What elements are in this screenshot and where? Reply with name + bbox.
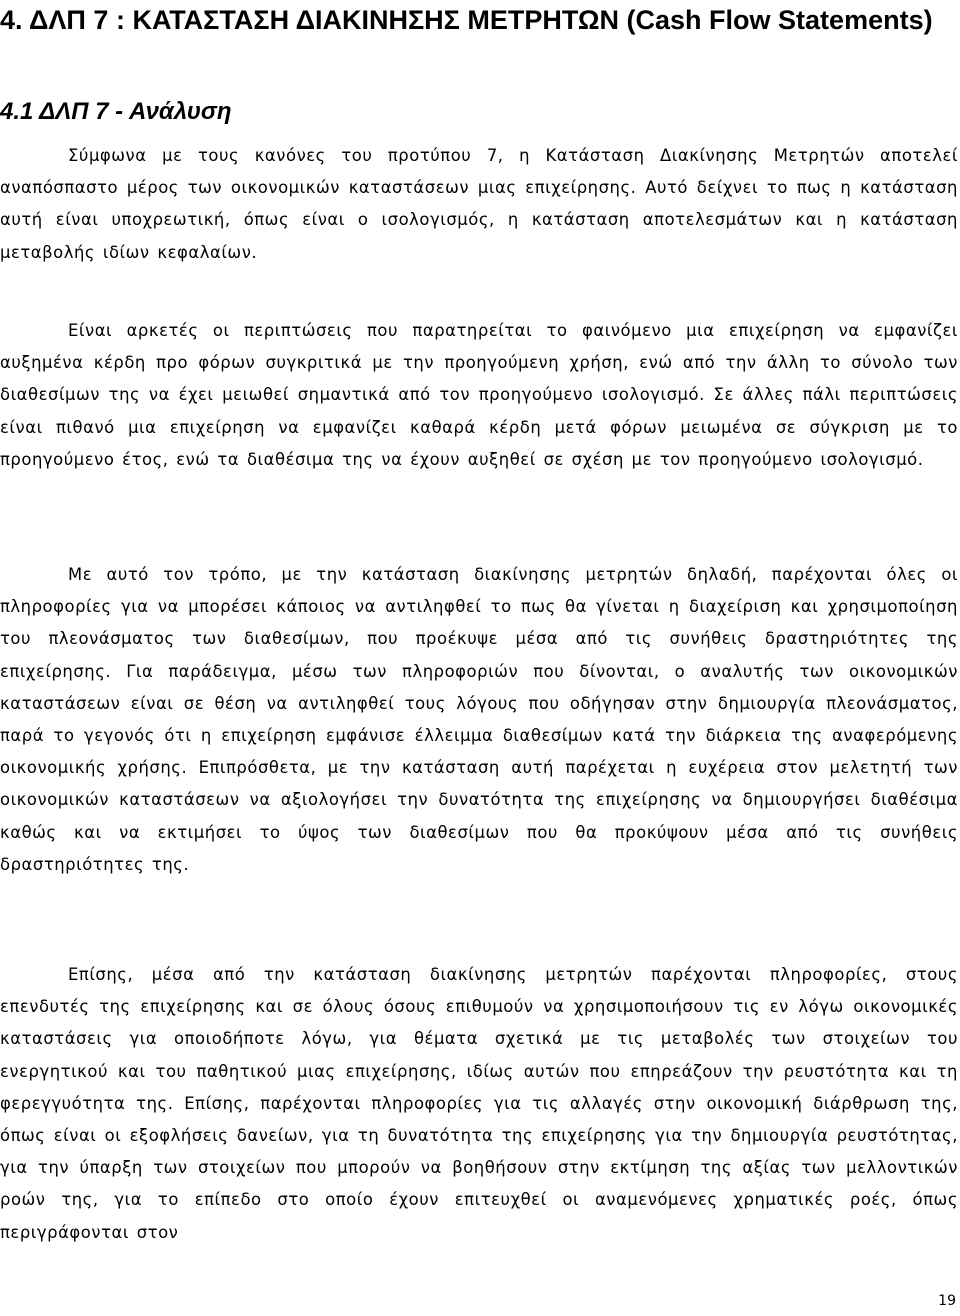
paragraph-3: Με αυτό τον τρόπο, με την κατάσταση διακίνησης μετρητών δηλαδή, παρέχονται όλες οι πληροφορίες για να μπορέσει κάποιος να αντιληφθεί το πως θα γίνεται η διαχείριση και χρησιμοποίηση του πλεονάσματος των διαθεσίμων, που προέκυψε μέσα από τις συνήθεις δραστηριότητες της επιχείρησης. Για παράδειγμα, μέσω των πληροφοριών που δίνονται, ο αναλυτής των οικονομικών καταστάσεων είναι σε θέση να αντιληφθεί τους λόγους που οδήγησαν στην δημιουργία πλεονάσματος, παρά το γεγονός ότι η επιχείρηση εμφάνισε έλλειμμα διαθεσίμων κατά την διάρκεια της αναφερόμενης οικονομικής χρήσης. Επιπρόσθετα, με την κατάσταση αυτή παρέχεται η ευχέρεια στον μελετητή των οικονομικών καταστάσεων να αξιολογήσει την δυνατότητα της επιχείρησης να δημιουργήσει διαθέσιμα καθώς και να εκτιμήσει το ύψος των διαθεσίμων που θα προκύψουν μέσα από τις συνήθεις δραστηριότητες της. — [0, 565, 958, 874]
page-number: 19 — [938, 1293, 956, 1309]
paragraph-1: Σύμφωνα με τους κανόνες του προτύπου 7, η Κατάσταση Διακίνησης Μετρητών αποτελεί αναπόσπαστο μέρος των οικονομικών καταστάσεων μιας επιχείρησης. Αυτό δείχνει το πως η κατάσταση αυτή είναι υποχρεωτική, όπως είναι ο ισολογισμός, η κατάσταση αποτελεσμάτων και η κατάσταση μεταβολής ιδίων κεφαλαίων. — [0, 146, 958, 262]
section-title: 4.1 ΔΛΠ 7 - Ανάλυση — [0, 98, 232, 125]
paragraph-2: Είναι αρκετές οι περιπτώσεις που παρατηρείται το φαινόμενο μια επιχείρηση να εμφανίζει αυξημένα κέρδη προ φόρων συγκριτικά με την προηγούμενη χρήση, ενώ από την άλλη το σύνολο των διαθεσίμων της να έχει μειωθεί σημαντικά από τον προηγούμενο ισολογισμό. Σε άλλες πάλι περιπτώσεις είναι πιθανό μια επιχείρηση να εμφανίζει καθαρά κέρδη μετά φόρων μειωμένα σε σύγκριση με το προηγούμενο έτος, ενώ τα διαθέσιμα της να έχουν αυξηθεί σε σχέση με τον προηγούμενο ισολογισμό. — [0, 321, 958, 469]
chapter-title: 4. ΔΛΠ 7 : ΚΑΤΑΣΤΑΣΗ ΔΙΑΚΙΝΗΣΗΣ ΜΕΤΡΗΤΩΝ (Cash Flow Statements) — [0, 5, 933, 35]
paragraph-4: Επίσης, μέσα από την κατάσταση διακίνησης μετρητών παρέχονται πληροφορίες, στους επενδυτές της επιχείρησης και σε όλους όσους επιθυμούν να χρησιμοποιήσουν τις εν λόγω οικονομικές καταστάσεις για οποιοδήποτε λόγω, για θέματα σχετικά με τις μεταβολές των στοιχείων του ενεργητικού και του παθητικού μιας επιχείρησης, ιδίως αυτών που επηρεάζουν την ρευστότητα και τη φερεγγυότητα της. Επίσης, παρέχονται πληροφορίες για τις αλλαγές στην οικονομική διάρθρωση της, όπως είναι οι εξοφλήσεις δανείων, για τη δυνατότητα της επιχείρησης για την δημιουργία ρευστότητας, για την ύπαρξη των στοιχείων που μπορούν να βοηθήσουν στην εκτίμηση της αξίας των μελλοντικών ροών της, για το επίπεδο στο οποίο έχουν επιτευχθεί οι αναμενόμενες χρηματικές ροές, όπως περιγράφονται στον — [0, 965, 958, 1242]
